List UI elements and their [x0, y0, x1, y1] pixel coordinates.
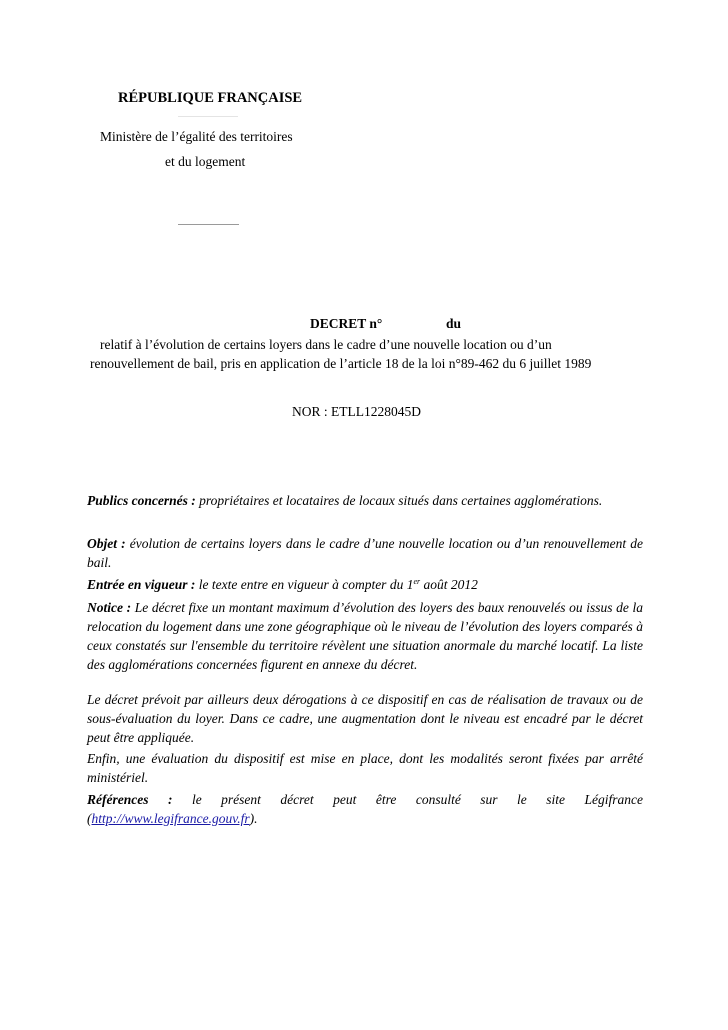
objet-text: évolution de certains loyers dans le cadre d’une nouvelle location ou d’un renouvellement de bail. — [87, 536, 643, 570]
decret-date-label: du — [446, 316, 462, 331]
publics-label: Publics concernés : — [87, 493, 196, 508]
decret-number-label: DECRET n° — [310, 316, 383, 331]
notice-text: Le décret fixe un montant maximum d’évolution des loyers des baux renouvelés ou issus de la relocation du logement dans une zone géographique où le niveau de l’évolution des loyers comparés à ceux constatés sur l'ensemble du territoire révèlent une situation anormale du marché locatif. La liste des agglomérations concernées figurent en annexe du décret. — [87, 600, 643, 672]
legifrance-link[interactable]: http://www.legifrance.gouv.fr — [91, 811, 250, 826]
entree-paragraph — [87, 575, 643, 594]
derogations-paragraph: Le décret prévoit par ailleurs deux dérogations à ce dispositif en cas de réalisation de travaux ou de sous-évaluation du loyer. Dans ce cadre, une augmentation dont le niveau est encadré par le décret peut être appliquée. — [87, 692, 643, 745]
nor-reference: NOR : ETLL1228045D — [292, 404, 421, 419]
entree-text: le texte entre en vigueur à compter du 1 — [195, 577, 414, 592]
references-paragraph — [87, 790, 643, 809]
publics-text: propriétaires et locataires de locaux situés dans certaines agglomérations. — [195, 493, 603, 508]
decret-subject-line1: relatif à l’évolution de certains loyers dans le cadre d’une nouvelle location ou d’un — [100, 337, 552, 352]
ministry-name-line1: Ministère de l’égalité des territoires — [100, 129, 293, 144]
entree-sup: er — [413, 577, 421, 586]
notice-label: Notice : — [87, 600, 132, 615]
references-label: Références : — [87, 792, 173, 807]
republic-heading: RÉPUBLIQUE FRANÇAISE — [118, 90, 303, 106]
references-close: ). — [249, 811, 258, 826]
ministry-name-line2: et du logement — [165, 154, 246, 169]
entree-label: Entrée en vigueur : — [87, 577, 196, 592]
evaluation-paragraph: Enfin, une évaluation du dispositif est mise en place, dont les modalités seront fixées par arrêté ministériel. — [87, 751, 643, 785]
references-link-line — [87, 809, 643, 828]
references-open-paren: ( — [87, 811, 92, 826]
entree-text-end: août 2012 — [420, 577, 478, 592]
header-separator-faint — [178, 116, 238, 117]
publics-paragraph — [87, 491, 643, 510]
objet-paragraph — [87, 534, 643, 572]
objet-label: Objet : — [87, 536, 126, 551]
notice-paragraph — [87, 598, 643, 674]
references-text: le présent décret peut être consulté sur le site Légifrance — [172, 792, 643, 807]
header-separator — [178, 224, 239, 225]
decret-subject-line2: renouvellement de bail, pris en application de l’article 18 de la loi n°89-462 du 6 juillet 1989 — [90, 356, 592, 371]
